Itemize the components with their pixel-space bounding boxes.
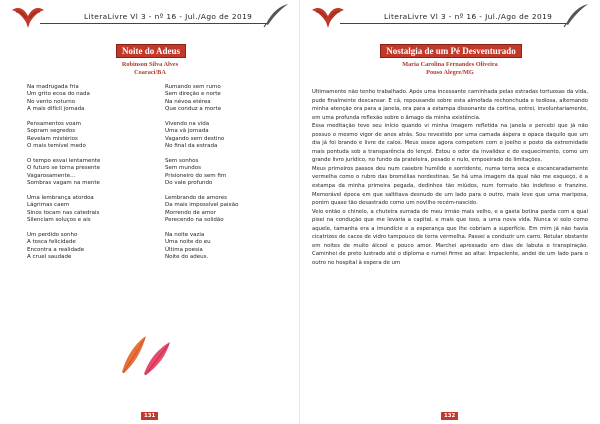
poem-line: Que conduz a morte <box>165 106 222 113</box>
poem-line: A mais difícil jornada <box>27 106 85 113</box>
poem-line: No final da estrada <box>165 143 218 150</box>
poem-stanza <box>27 195 147 225</box>
poem-line: Sopram segredos <box>27 128 76 135</box>
poem-line: Sinos tocam nas catedrais <box>27 209 100 216</box>
story-body <box>312 88 588 267</box>
poem-stanza <box>165 195 285 225</box>
story-title: Nostalgia de um Pé Desventurado <box>380 44 522 58</box>
poem-line: Perecendo na solidão <box>165 217 224 224</box>
poem-line: Pensamentos voam <box>27 121 81 128</box>
poem-line: Revelam mistérios <box>27 135 78 142</box>
poem-line: Uma lembrança atordoa <box>27 195 94 202</box>
poem-line: Da mais impossível paixão <box>165 202 239 209</box>
poem-line: Na madrugada fria <box>27 84 79 90</box>
story-paragraph: Meus primeiros passos deu num casebre humilde e sorridente, numa terra seca e escancaradamente vermelha como o rubro das bromélias nordestinas. Se há uma imagem da qual não me esqueço, é a estampa da minha primeira pegada, dedinhos tão miúdos, num formato tão indefeso e franzino. Memorável época em que saltitava desnudo de um lado para o outro, mais leve que uma mariposa, porém quase tão desastrado como um novilho recém-nascido. <box>312 165 588 207</box>
poem-line: O tempo esvai lentamente <box>27 158 101 165</box>
story-paragraph: Ultimamente não tenho trabalhado. Após uma incessante caminhada pelas estradas tortuosas da vida, pude finalmente descansar. E cá, repousando sobre esta almofada rechonchuda e tediosa, alternando minha atenção ora para a janela, ora para a estampa dissonante da cortina, entrei, involuntariamente, em uma profunda reflexão sobre o âmago da minha existência. <box>312 89 588 121</box>
right-page <box>300 0 600 424</box>
poem-line: A tosca felicidade <box>27 239 76 246</box>
poem-line: Sombras vagam na mente <box>27 180 100 187</box>
story-paragraph: Veio então o chinelo, a chuteira surrada de meu irmão mais velho, e a gasta botina parda com a qual pisei na condução que me levaria a capital, e mais que isso, a uma nova vida. Nunca vi solo como aquele, tamanha era a imundície e a esperança que lhe cobriam a superfície. Em mim já não havia cicatrizes de cacos de vidro tampouco de terra vermelha. Passei a conduzir um carro. Retular obstante em noites de muito álcool e pouco amor. Marchei apressado em dias de labuta e transpiração. Caminhei de preto lustrado até o diploma e rumei firme ao altar. Impaciente, andei de um lado para o outro no hospital à espera de um <box>312 208 588 266</box>
poem-column-right <box>165 84 285 269</box>
quill-icon <box>262 2 290 28</box>
bird-logo-icon <box>310 4 346 30</box>
poem-line: Um grito ecoa do nada <box>27 91 90 98</box>
poem-line: Vivendo na vida <box>165 121 210 128</box>
poem-stanza <box>27 158 147 188</box>
bird-logo-icon <box>10 4 46 30</box>
poem-line: Encontra a realidade <box>27 246 85 253</box>
story-location: Pouso Alegre/MG <box>426 69 474 76</box>
poem-line: Um perdido sonho <box>27 232 78 239</box>
poem-stanza <box>27 121 147 151</box>
poem-stanza <box>27 84 147 114</box>
poem-line: Do vale profundo <box>165 180 213 187</box>
poem-line: O futuro se torna presente <box>27 165 100 172</box>
poem-location: Coaraci/BA <box>134 69 166 76</box>
header-rule <box>40 23 268 24</box>
poem-line: A cruel saudade <box>27 254 72 261</box>
poem-line: Silenciam soluços e ais <box>27 217 91 224</box>
poem-stanza <box>165 232 285 262</box>
story-paragraph: Essa meditação teve seu início quando vi minha imagem refletida na janela e percebi que já não possuo o mesmo vigor de anos atrás. Sou revestido por uma camada áspera e opaca daquilo que um dia já foi brando e livre de calos. Meus ossos agora competem com o joelho e posto da extremidade mais pontuda sob a transparência do lençol. Estou o odor da invalidez e do esquecimento, como um grande livro jurídico, no fundo da prateleira, pesado e nulo, empoeirado de limitações. <box>312 123 588 164</box>
poem-stanza <box>165 84 285 114</box>
poem-stanza <box>27 232 147 262</box>
poem-line: Sem direção e norte <box>165 91 221 98</box>
poem-line: Prisioneiro do sem fim <box>165 172 227 179</box>
quill-icon <box>562 2 590 28</box>
poem-line: O mais temível medo <box>27 143 86 150</box>
poem-line: Morrendo de amor <box>165 209 216 216</box>
poem-title: Noite do Adeus <box>116 44 186 58</box>
poem-line: Vagarosamente… <box>27 172 76 179</box>
poem-line: No vento noturno <box>27 98 76 105</box>
poem-author: Robinson Silva Alves <box>121 61 179 68</box>
poem-stanza <box>165 158 285 188</box>
poem-column-left <box>27 84 147 269</box>
poem-stanza <box>165 121 285 151</box>
poem-line: Rumando sem rumo <box>165 84 221 90</box>
poem-line: Lembrando de amores <box>165 195 228 202</box>
page-number: 132 <box>441 412 458 420</box>
poem-line: Lágrimas caem <box>27 202 70 209</box>
poem-line: Última poesia <box>165 246 203 253</box>
story-author: Maria Carolina Fernandes Oliveira <box>402 61 498 68</box>
feathers-illustration <box>112 330 176 376</box>
poem-line: Uma noite do eu <box>165 239 211 246</box>
poem-line: Uma vã jornada <box>165 128 209 135</box>
poem-line: Sem mundos <box>165 165 202 172</box>
poem-line: Na névoa etérea <box>165 98 211 105</box>
header-rule <box>340 23 568 24</box>
page-number: 131 <box>141 412 158 420</box>
poem-line: Vagando sem destino <box>165 135 225 142</box>
header-text: LiteraLivre Vl 3 - nº 16 - Jul./Ago de 2019 <box>384 12 553 21</box>
header-text: LiteraLivre Vl 3 - nº 16 - Jul./Ago de 2019 <box>84 12 253 21</box>
poem-line: Sem sonhos <box>165 158 199 165</box>
poem-line: Na noite vazia <box>165 232 205 239</box>
poem-line: Noite do adeus. <box>165 254 209 261</box>
